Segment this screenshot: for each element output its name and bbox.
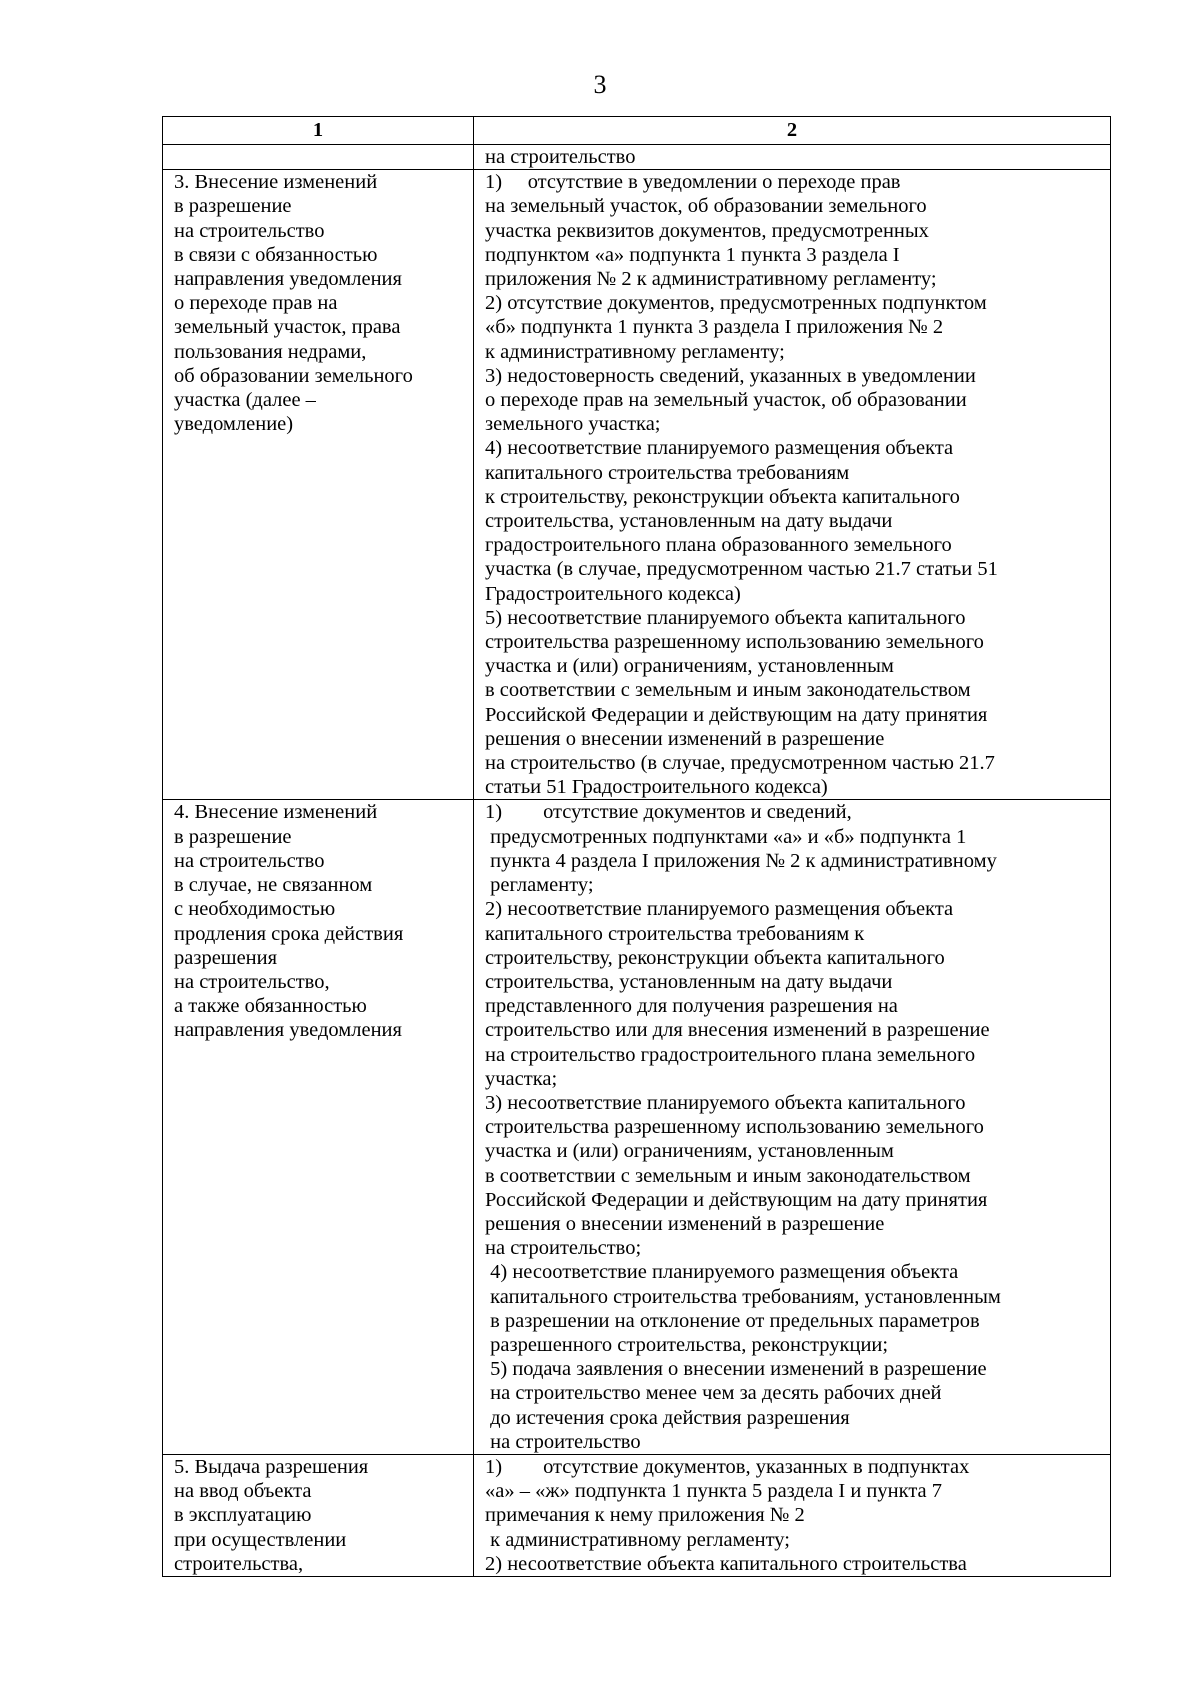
cell-text-line: о переходе прав на: [174, 292, 338, 315]
column-header: 2: [474, 117, 1111, 145]
cell-text-line: 4) несоответствие планируемого размещения объекта: [485, 1261, 959, 1284]
cell-text-line: 3) недостоверность сведений, указанных в уведомлении: [485, 364, 976, 387]
cell-text-line: 2) несоответствие объекта капитального строительства: [485, 1552, 967, 1575]
table-row: [163, 800, 1111, 1454]
cell-text-line: о переходе прав на земельный участок, об образовании: [485, 389, 967, 412]
action-cell: [163, 1454, 474, 1576]
cell-text-line: разрешения: [174, 946, 278, 969]
cell-text-line: продления срока действия: [174, 922, 404, 945]
cell-text-line: строительства разрешенному использованию земельного: [485, 631, 984, 654]
grounds-cell: [474, 145, 1111, 170]
cell-text-line: в соответствии с земельным и иным законодательством: [485, 679, 971, 702]
cell-text-line: 5. Выдача разрешения: [174, 1455, 369, 1478]
cell-text-line: 2) несоответствие планируемого размещения объекта: [485, 898, 954, 921]
cell-text-line: на строительство: [485, 146, 636, 168]
cell-text-line: к строительству, реконструкции объекта капитального: [485, 485, 960, 508]
cell-text-line: пользования недрами,: [174, 340, 367, 363]
cell-text-line: «б» подпункта 1 пункта 3 раздела I приложения № 2: [485, 316, 944, 339]
cell-text-line: 5) подача заявления о внесении изменений в разрешение: [485, 1358, 987, 1381]
table-row: [163, 170, 1111, 800]
cell-text-line: строительства,: [174, 1552, 304, 1575]
cell-text-line: статьи 51 Градостроительного кодекса): [485, 776, 828, 799]
cell-text-line: на строительство: [485, 1430, 641, 1453]
cell-text-line: 4) несоответствие планируемого размещения объекта: [485, 437, 954, 460]
cell-text-line: 2) отсутствие документов, предусмотренных подпунктом: [485, 292, 987, 315]
cell-text-line: в связи с обязанностью: [174, 243, 378, 266]
cell-text-line: представленного для получения разрешения на: [485, 995, 898, 1018]
cell-text-line: на строительство,: [174, 970, 330, 993]
table-row: [163, 1454, 1111, 1576]
cell-text-line: участка (далее –: [174, 389, 316, 412]
cell-text-line: участка и (или) ограничениям, установленным: [485, 655, 894, 678]
cell-text-line: Российской Федерации и действующим на дату принятия: [485, 1188, 988, 1211]
cell-text-line: капитального строительства требованиям, установленным: [485, 1285, 1001, 1308]
cell-text-line: строительства разрешенному использованию земельного: [485, 1116, 984, 1139]
cell-text-line: участка;: [485, 1067, 558, 1090]
cell-text-line: капитального строительства требованиям к: [485, 922, 865, 945]
cell-text-line: на ввод объекта: [174, 1480, 312, 1503]
table-body: [163, 145, 1111, 1577]
cell-text-line: при осуществлении: [174, 1528, 347, 1551]
cell-text-line: регламенту;: [485, 874, 594, 897]
cell-text-line: строительство или для внесения изменений в разрешение: [485, 1019, 990, 1042]
cell-text-line: решения о внесении изменений в разрешение: [485, 727, 885, 750]
cell-text-line: в случае, не связанном: [174, 874, 373, 897]
document-table: [162, 116, 1111, 1577]
cell-text-line: в эксплуатацию: [174, 1504, 312, 1527]
cell-text-line: на строительство;: [485, 1237, 642, 1260]
cell-text-line: «а» – «ж» подпункта 1 пункта 5 раздела I и пункта 7: [485, 1480, 942, 1503]
cell-text-line: 1) отсутствие документов, указанных в подпунктах: [485, 1455, 970, 1478]
action-cell: [163, 800, 474, 1454]
cell-text-line: земельный участок, права: [174, 316, 401, 339]
cell-text-line: на строительство менее чем за десять рабочих дней: [485, 1382, 942, 1405]
cell-text-line: Российской Федерации и действующим на дату принятия: [485, 703, 988, 726]
cell-text-line: в разрешении на отклонение от предельных параметров: [485, 1309, 980, 1332]
cell-text-line: с необходимостью: [174, 898, 336, 921]
cell-text-line: 1) отсутствие в уведомлении о переходе прав: [485, 171, 901, 194]
cell-text-line: 4. Внесение изменений: [174, 801, 378, 824]
cell-text-line: к административному регламенту;: [485, 1528, 790, 1551]
cell-text-line: в соответствии с земельным и иным законодательством: [485, 1164, 971, 1187]
cell-text-line: разрешенного строительства, реконструкции;: [485, 1333, 889, 1356]
cell-text-line: градостроительного плана образованного земельного: [485, 534, 952, 557]
cell-text-line: направления уведомления: [174, 1019, 402, 1042]
cell-text-line: строительства, установленным на дату выдачи: [485, 970, 893, 993]
cell-text-line: к административному регламенту;: [485, 340, 785, 363]
cell-text-line: а также обязанностью: [174, 995, 367, 1018]
action-cell: [163, 145, 474, 170]
table-row: [163, 145, 1111, 170]
cell-text-line: 5) несоответствие планируемого объекта капитального: [485, 606, 966, 629]
grounds-cell: [474, 170, 1111, 800]
cell-text-line: капитального строительства требованиям: [485, 461, 850, 484]
cell-text-line: подпунктом «а» подпункта 1 пункта 3 раздела I: [485, 243, 900, 266]
table-header-row: [163, 117, 1111, 145]
cell-text-line: 3. Внесение изменений: [174, 171, 378, 194]
cell-text-line: на строительство градостроительного плана земельного: [485, 1043, 976, 1066]
cell-text-line: в разрешение: [174, 195, 292, 218]
page-number: 3: [593, 70, 607, 99]
cell-text-line: до истечения срока действия разрешения: [485, 1406, 850, 1429]
cell-text-line: решения о внесении изменений в разрешение: [485, 1212, 885, 1235]
cell-text-line: Градостроительного кодекса): [485, 582, 741, 605]
cell-text-line: участка реквизитов документов, предусмотренных: [485, 219, 929, 242]
cell-text-line: на строительство (в случае, предусмотренном частью 21.7: [485, 752, 995, 775]
cell-text-line: на строительство: [174, 849, 325, 872]
cell-text-line: предусмотренных подпунктами «а» и «б» подпункта 1: [485, 825, 967, 848]
grounds-cell: [474, 800, 1111, 1454]
cell-text-line: на строительство: [174, 219, 325, 242]
cell-text-line: строительству, реконструкции объекта капитального: [485, 946, 945, 969]
cell-text-line: 1) отсутствие документов и сведений,: [485, 801, 852, 824]
cell-text-line: земельного участка;: [485, 413, 661, 436]
cell-text-line: уведомление): [174, 413, 294, 436]
action-cell: [163, 170, 474, 800]
cell-text-line: строительства, установленным на дату выдачи: [485, 510, 893, 533]
cell-text-line: об образовании земельного: [174, 364, 413, 387]
cell-text-line: участка (в случае, предусмотренном частью 21.7 статьи 51: [485, 558, 998, 581]
cell-text-line: в разрешение: [174, 825, 292, 848]
grounds-cell: [474, 1454, 1111, 1576]
cell-text-line: пункта 4 раздела I приложения № 2 к административному: [485, 849, 997, 872]
cell-text-line: примечания к нему приложения № 2: [485, 1504, 805, 1527]
cell-text-line: направления уведомления: [174, 268, 402, 291]
cell-text-line: на земельный участок, об образовании земельного: [485, 195, 927, 218]
cell-text-line: 3) несоответствие планируемого объекта капитального: [485, 1091, 966, 1114]
cell-text-line: участка и (или) ограничениям, установленным: [485, 1140, 894, 1163]
cell-text-line: приложения № 2 к административному регламенту;: [485, 268, 937, 291]
column-header: 1: [163, 117, 474, 145]
